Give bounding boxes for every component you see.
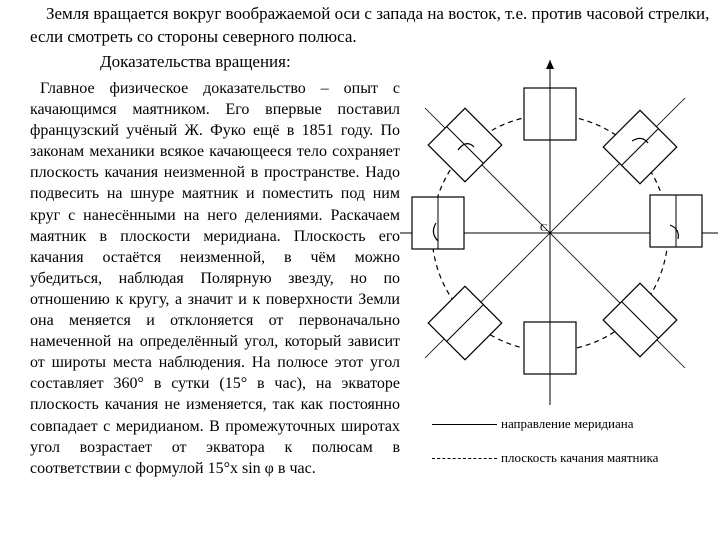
rotation-arrow-icon bbox=[546, 60, 554, 69]
legend-item-swing-plane bbox=[432, 450, 658, 466]
dashed-line-swatch bbox=[432, 458, 497, 459]
body-paragraph: Главное физическое доказательство – опыт с качающимся маятником. Его впервые поставил французский учёный Ж. Фуко ещё в 1851 году. По законам механики всякое качающееся тело сохраняет плоскость качания неизменной в пространстве. Надо подвесить на шнуре маятник и поместить под ним круг с нанесёнными на него делениями. Раскачаем маятник в плоскости меридиана. Плоскость его качания остаётся неизменной, в чём можно убедиться, наблюдая Полярную звезду, но по отношению к кругу, а значит и к поверхности Земли она меняется и отклоняется от первоначально намеченной на определённый угол, который зависит от широты места наблюдения. На полюсе этот угол составляет 360° в сутки (15° в час), на экваторе плоскость качания не изменяется, так как постоянно совпадает с меридианом. В промежуточных широтах угол возрастает от экватора к полюсам в соответствии с формулой 15°x sin φ в час. bbox=[30, 80, 400, 477]
solid-line-swatch bbox=[432, 424, 497, 425]
intro-text: Земля вращается вокруг воображаемой оси с запада на восток, т.е. против часовой стрелки, если смотреть со стороны северного полюса. bbox=[30, 4, 710, 46]
legend-label-swing-plane: плоскость качания маятника bbox=[501, 450, 659, 465]
legend-item-meridian bbox=[432, 416, 633, 432]
foucault-pendulum-diagram bbox=[400, 55, 720, 410]
center-label: C bbox=[540, 222, 548, 234]
legend-label-meridian: направление меридиана bbox=[501, 416, 634, 431]
section-heading: Доказательства вращения: bbox=[100, 52, 291, 71]
